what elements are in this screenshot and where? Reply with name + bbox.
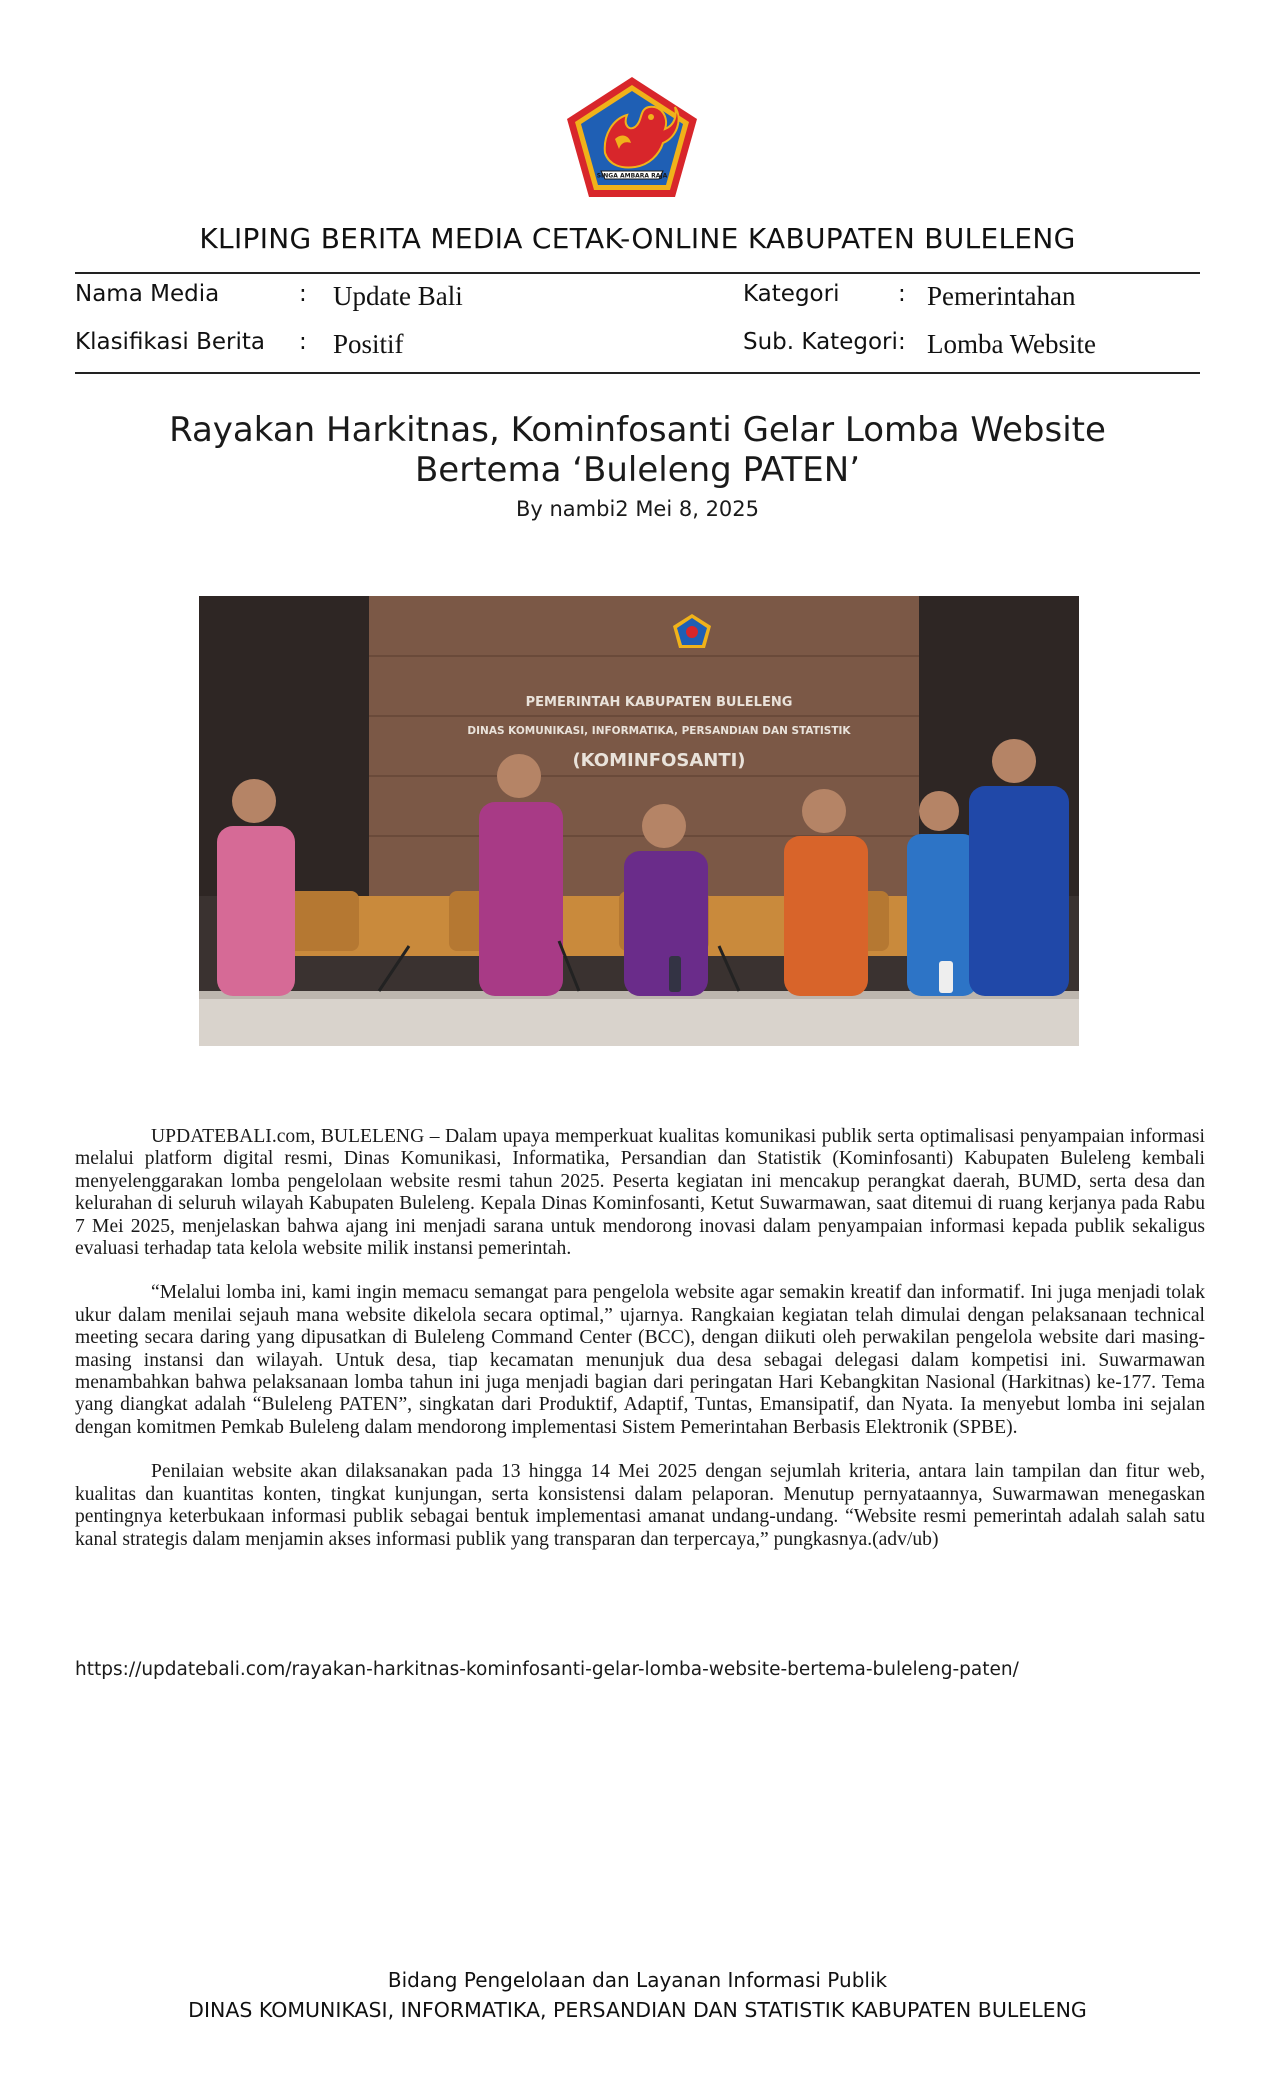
article-title-line1: Rayakan Harkitnas, Kominfosanti Gelar Lomba Website [169,410,1106,450]
classification-colon: : [299,329,307,355]
article-photo [199,596,1079,1046]
photo-sign-line3: (KOMINFOSANTI) [572,750,746,771]
subcategory-colon: : [898,329,906,355]
article-body [75,1126,1205,1573]
crest-motto: SINGA AMBARA RAJA [596,172,668,180]
article-title [0,410,1275,490]
media-label: Nama Media [75,281,220,307]
subcategory-value: Lomba Website [927,329,1097,359]
subcategory-label: Sub. Kategori [743,329,898,355]
category-label: Kategori [743,281,840,307]
category-colon: : [898,281,906,307]
header-divider-top [75,272,1200,274]
article-paragraph: “Melalui lomba ini, kami ingin memacu semangat para pengelola website agar semakin kreatif dan informatif. Ini juga menjadi tolak ukur dalam menilai sejauh mana website dikelola secara optimal,” ujarnya. Rangkaian kegiatan telah dimulai dengan pelaksanaan technical meeting secara daring yang dipusatkan di Buleleng Command Center (BCC), dengan diikuti oleh perwakilan pengelola website dari masing-masing instansi dan wilayah. Untuk desa, tiap kecamatan menunjuk dua desa sebagai delegasi dalam kompetisi ini. Suwarmawan menambahkan bahwa pelaksanaan lomba tahun ini juga menjadi bagian dari peringatan Hari Kebangkitan Nasional (Harkitnas) ke-177. Tema yang diangkat adalah “Buleleng PATEN”, singkatan dari Produktif, Adaptif, Tuntas, Emansipatif, dan Nyata. Ia menyebut lomba ini sejalan dengan komitmen Pemkab Buleleng dalam mendorong implementasi Sistem Pemerintahan Berbasis Elektronik (SPBE). [75,1282,1205,1438]
article-byline: By nambi2 Mei 8, 2025 [515,497,760,521]
article-paragraph: Penilaian website akan dilaksanakan pada 13 hingga 14 Mei 2025 dengan sejumlah kriteria, antara lain tampilan dan fitur web, kualitas dan kuantitas konten, tingkat kunjungan, serta konsistensi dalam pelaporan. Menutup pernyataannya, Suwarmawan menegaskan pentingnya keterbukaan informasi publik sebagai bentuk implementasi amanat undang-undang. “Website resmi pemerintah adalah salah satu kanal strategis dalam menjamin akses informasi publik yang transparan dan terpercaya,” pungkasnya.(adv/ub) [75,1461,1205,1550]
article-title-line2: Bertema ‘Buleleng PATEN’ [414,450,861,490]
classification-label: Klasifikasi Berita [75,329,266,355]
footer-agency: DINAS KOMUNIKASI, INFORMATIKA, PERSANDIAN DAN STATISTIK KABUPATEN BULELENG [188,1998,1087,2022]
header-divider-bottom [75,372,1200,374]
buleleng-crest-icon [565,75,700,200]
media-value: Update Bali [333,281,463,311]
article-source-url: https://updatebali.com/rayakan-harkitnas-kominfosanti-gelar-lomba-website-bertema-buleleng-paten/ [75,1659,1019,1680]
category-value: Pemerintahan [927,281,1076,311]
footer-division: Bidang Pengelolaan dan Layanan Informasi Publik [387,1968,888,1992]
buleleng-crest-logo [565,75,700,200]
media-colon: : [299,281,307,307]
clipping-header-title: KLIPING BERITA MEDIA CETAK-ONLINE KABUPATEN BULELENG [199,222,1076,255]
photo-sign-line1: PEMERINTAH KABUPATEN BULELENG [525,695,793,710]
article-paragraph: UPDATEBALI.com, BULELENG – Dalam upaya memperkuat kualitas komunikasi publik serta optimalisasi penyampaian informasi melalui platform digital resmi, Dinas Komunikasi, Informatika, Persandian dan Statistik (Kominfosanti) Kabupaten Buleleng kembali menyelenggarakan lomba pengelolaan website resmi tahun 2025. Peserta kegiatan ini mencakup perangkat daerah, BUMD, serta desa dan kelurahan di seluruh wilayah Kabupaten Buleleng. Kepala Dinas Kominfosanti, Ketut Suwarmawan, saat ditemui di ruang kerjanya pada Rabu 7 Mei 2025, menjelaskan bahwa ajang ini menjadi sarana untuk mendorong inovasi dalam penyampaian informasi kepada publik sekaligus evaluasi terhadap tata kelola website milik instansi pemerintah. [75,1126,1205,1260]
photo-sign-line2: DINAS KOMUNIKASI, INFORMATIKA, PERSANDIAN DAN STATISTIK [467,725,851,737]
classification-value: Positif [333,329,404,359]
